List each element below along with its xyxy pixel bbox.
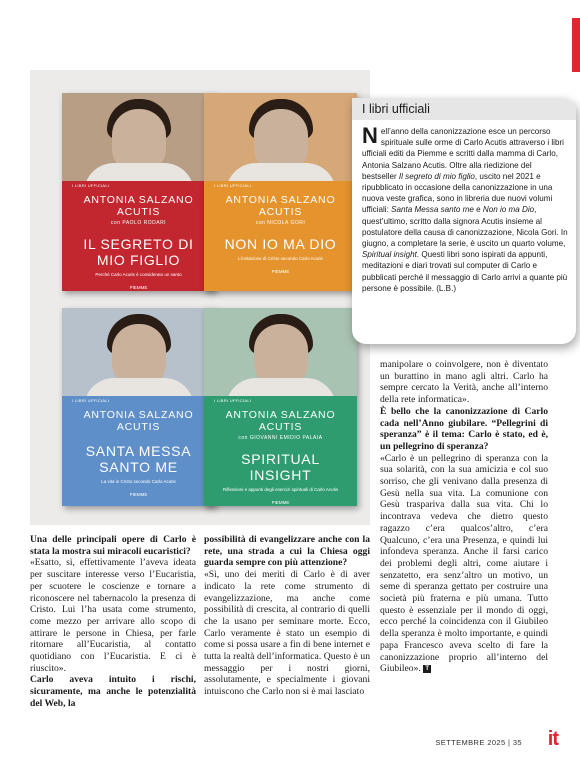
portrait-image — [204, 308, 357, 396]
sidebar-box-title: I libri ufficiali — [362, 102, 430, 116]
book-coauthor: con GIOVANNI EMIDIO PALAIA — [238, 435, 323, 441]
interview-question: È bello che la canonizzazione di Carlo cada nell’Anno giubilare. “Pellegrini di speranza” è il tema: Carlo è stato, ed è, un pellegrino di speranza? — [380, 405, 548, 452]
article-column-3 — [380, 359, 548, 675]
book-cover — [62, 308, 215, 506]
book-publisher: PIEMME — [129, 492, 148, 497]
sidebar-box-text: Nell’anno della canonizzazione esce un percorso spirituale sulle orme di Carlo Acutis attraverso i libri ufficiali editi da Piemme e scritti dalla mamma di Carlo, Antonia Salzano Acutis. Oltre alla riedizione del bestseller Il segreto di mio figlio, uscito nel 2021 e ripubblicato in occasione della canonizzazione in una nuova veste grafica, sono in libreria due nuovi volumi ufficiali: Santa Messa santo me e Non io ma Dio, quest’ultimo, scritto dalla signora Acutis insieme al postulatore della causa di canonizzazione, Nicola Gori. In giugno, a completare la serie, è uscito un quarto volume, Spiritual insight. Questi libri sono ispirati da appunti, meditazioni e diari trovati sul computer di Carlo e pubblicati perché il messaggio di Carlo arrivi a quante più persone è possibile. (L.B.) — [362, 123, 568, 293]
portrait-image — [62, 93, 215, 181]
series-label: I LIBRI UFFICIALI — [204, 396, 357, 405]
issue-folio: SETTEMBRE 2025 | 35 — [435, 738, 522, 747]
book-title: IL SEGRETO DI MIO FIGLIO — [83, 236, 194, 268]
book-title: SANTA MESSA SANTO ME — [85, 443, 192, 475]
drop-cap: N — [362, 123, 378, 148]
book-title: SPIRITUAL INSIGHT — [241, 451, 320, 483]
article-column-1 — [30, 534, 196, 710]
series-label: I LIBRI UFFICIALI — [62, 396, 215, 405]
magazine-logo: it — [547, 728, 558, 750]
book-subtitle: Perché Carlo Acutis è considerato un santo — [95, 272, 182, 277]
book-author: ANTONIA SALZANO ACUTIS — [83, 409, 194, 433]
book-author: ANTONIA SALZANO ACUTIS — [83, 194, 194, 218]
series-label: I LIBRI UFFICIALI — [62, 181, 215, 190]
sidebar-box — [352, 98, 576, 344]
interview-answer: manipolare o coinvolgere, non è diventato un burattino in mano agli altri. Carlo ha sempre cercato la Verità, anche all’interno della rete informatica». — [380, 359, 548, 406]
book-coauthor: con PAOLO RODARI — [110, 220, 167, 226]
portrait-image — [62, 308, 215, 396]
book-subtitle: Riflessioni e appunti degli esercizi spirituali di Carlo Acutis — [222, 487, 339, 492]
interview-answer: «Sì, uno dei meriti di Carlo è di aver indicato la rete come strumento di evangelizzazione, ma anche come possibilità di crescita, al contrario di quelli che la usano per seminare morte. Ecco, Carlo veramente è stato un esempio di come si possa usare a fin di bene internet e tutta la realtà dell’informatica. Questo è un messaggio per i nostri giorni, assolutamente, e specialmente i giovani intuiscono che Carlo non si è mai lasciato — [204, 569, 370, 698]
interview-answer: «Carlo è un pellegrino di speranza con la sua solarità, con la sua amicizia e col suo sorriso, che gli venivano dalla presenza di Gesù nella sua vita. La comunione con Gesù traspariva dalla sua vita. Chi lo incontrava vedeva che dietro questo ragazzo c’era qualcos’altro, c’era Qualcuno, c’era una Presenza, e quindi lui infondeva speranza. Anche il farsi carico dei problemi degli altri, come aiutare i senzatetto, era senz’altro un motivo, un seme di speranza gettato per costruire una società più fraterna e più umana. Tutto questo è essenziale per il mondo di oggi, ecco perché la coincidenza con il Giubileo della speranza è molto importante, e quindi papa Francesco aveva scelto di fare la canonizzazione proprio all’interno del Giubileo». T — [380, 452, 548, 675]
book-author: ANTONIA SALZANO ACUTIS — [225, 409, 336, 433]
book-subtitle: La vita in Cristo secondo Carlo Acutis — [101, 479, 176, 484]
book-publisher: PIEMME — [271, 269, 290, 274]
book-cover — [204, 308, 357, 506]
book-subtitle: L’imitazione di Cristo secondo Carlo Acutis — [238, 256, 323, 261]
series-label: I LIBRI UFFICIALI — [204, 181, 357, 190]
book-cover — [62, 93, 215, 291]
end-mark-icon: T — [423, 665, 431, 673]
book-coauthor: con NICOLA GORI — [255, 220, 306, 226]
accent-bar — [572, 18, 580, 72]
book-publisher: PIEMME — [271, 500, 290, 505]
book-title: NON IO MA DIO — [224, 236, 337, 252]
article-column-2 — [204, 534, 370, 698]
interview-question: Una delle principali opere di Carlo è stata la mostra sui miracoli eucaristici? — [30, 534, 196, 557]
book-author: ANTONIA SALZANO ACUTIS — [225, 194, 336, 218]
book-cover — [204, 93, 357, 291]
interview-question: possibilità di evangelizzare anche con la rete, una strada a cui la Chiesa oggi guarda sempre con più attenzione? — [204, 534, 370, 569]
interview-question: Carlo aveva intuito i rischi, sicuramente, ma anche le potenzialità del Web, la — [30, 674, 196, 709]
interview-answer: «Esatto, sì, effettivamente l’aveva ideata per suscitare interesse verso l’Eucaristia, per scuotere le coscienze e tornare a riconoscere nel tabernacolo la presenza di Cristo. Lui l’ha usata come strumento, come mezzo per arrivare allo scopo di attirare le persone in Chiesa, per farle ritornare all’Eucaristia, al contatto quotidiano con l’Eucaristia. E ci è riuscito». — [30, 557, 196, 674]
portrait-image — [204, 93, 357, 181]
book-publisher: PIEMME — [129, 285, 148, 290]
